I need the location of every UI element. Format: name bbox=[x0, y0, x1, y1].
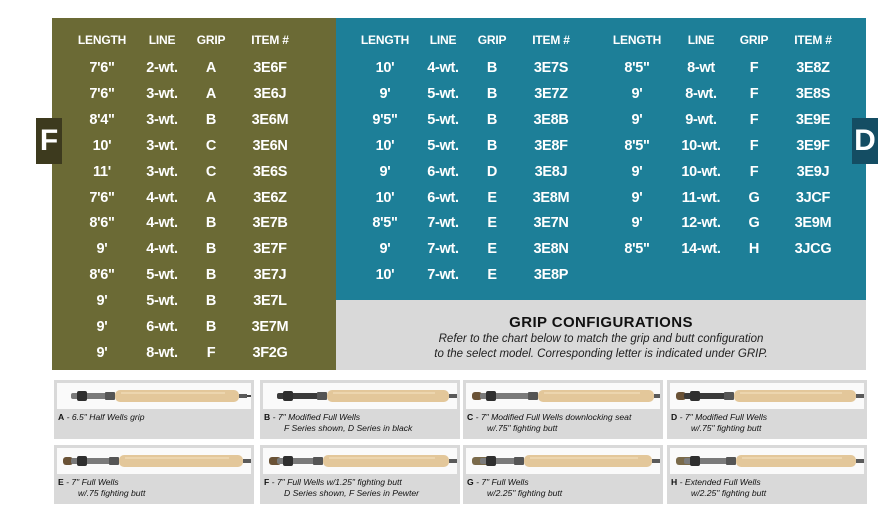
grip-letter: F bbox=[264, 477, 270, 487]
grip-letter: G bbox=[467, 477, 474, 487]
grip-description: - 7" Modified Full Wells bbox=[677, 412, 768, 422]
grip-image-f bbox=[263, 448, 457, 474]
grip-letter: E bbox=[58, 477, 64, 487]
d-table-left-cell-length: 9' bbox=[379, 85, 391, 102]
f-table-cell-length: 11' bbox=[93, 163, 111, 180]
f-table-cell-line: 6-wt. bbox=[146, 319, 178, 335]
grip-description: - 6.5" Half Wells grip bbox=[64, 412, 145, 422]
d-table-left-cell-grip: E bbox=[487, 267, 497, 284]
grip-description-detail: w/.75" fighting butt bbox=[691, 423, 762, 433]
grip-image-e bbox=[57, 448, 251, 474]
grip-configurations-panel bbox=[336, 300, 866, 370]
d-table-left-cell-line: 5-wt. bbox=[427, 111, 459, 128]
d-table-right-cell-length: 9' bbox=[631, 189, 643, 206]
f-table-cell-grip: B bbox=[205, 241, 217, 258]
grip-description: - 7" Full Wells bbox=[63, 477, 119, 487]
f-table-cell-length: 10' bbox=[92, 137, 112, 154]
d-table-left-header-line: LINE bbox=[429, 33, 457, 47]
d-table-left-cell-length: 9'5" bbox=[372, 111, 398, 128]
f-table-cell-length: 9' bbox=[96, 319, 108, 335]
f-table-cell-grip: B bbox=[205, 111, 217, 128]
f-table-cell-line: 3-wt. bbox=[146, 85, 178, 102]
d-table-left-cell-item: 3E8F bbox=[534, 137, 568, 154]
d-table-left-cell-grip: E bbox=[487, 215, 497, 232]
d-table-left-header-length: LENGTH bbox=[360, 33, 410, 47]
d-table-right-cell-length: 9' bbox=[631, 85, 643, 102]
f-table-cell-grip: A bbox=[205, 60, 217, 76]
grip-letter: H bbox=[671, 477, 678, 487]
d-table-right-cell-length: 9' bbox=[631, 163, 643, 180]
d-table-left-cell-line: 7-wt. bbox=[427, 241, 459, 258]
grip-caption bbox=[58, 477, 252, 499]
d-table-right-cell-grip: F bbox=[749, 137, 759, 154]
f-table-cell-line: 4-wt. bbox=[146, 189, 178, 206]
f-table-cell-item: 3E6S bbox=[252, 163, 288, 180]
grip-description: - 7" Full Wells bbox=[473, 477, 529, 487]
d-table-right-cell-length: 8'5" bbox=[624, 137, 650, 154]
f-table-cell-line: 5-wt. bbox=[146, 293, 178, 310]
f-table-cell-grip: B bbox=[205, 293, 217, 310]
grip-description: - 7" Modified Full Wells downlocking seat bbox=[473, 412, 632, 422]
d-table-right-cell-item: 3E8Z bbox=[796, 60, 830, 76]
grip-letter: C bbox=[467, 412, 474, 422]
f-table-cell-item: 3E7J bbox=[253, 267, 287, 284]
d-table-right-cell-item: 3E9J bbox=[796, 163, 830, 180]
f-table-header-grip: GRIP bbox=[196, 33, 226, 47]
grip-letter: D bbox=[671, 412, 678, 422]
f-table-cell-line: 3-wt. bbox=[146, 137, 178, 154]
f-table-cell-item: 3E6M bbox=[251, 111, 289, 128]
f-table-cell-item: 3E6N bbox=[252, 137, 288, 154]
d-table-right-cell-grip: F bbox=[749, 163, 759, 180]
d-table-left-cell-item: 3E8M bbox=[532, 189, 570, 206]
f-table-cell-line: 3-wt. bbox=[146, 163, 178, 180]
grip-image-b bbox=[263, 383, 457, 409]
grip-description-detail: D Series shown, F Series in Pewter bbox=[284, 488, 420, 498]
f-table-cell-grip: C bbox=[205, 137, 217, 154]
f-table-cell-grip: A bbox=[205, 189, 217, 206]
d-table-right-cell-line: 12-wt. bbox=[681, 215, 721, 232]
d-table-right-cell-length: 9' bbox=[631, 111, 643, 128]
grip-image-c bbox=[466, 383, 660, 409]
d-table-right-cell-length: 9' bbox=[631, 215, 643, 232]
grip-tile-a bbox=[54, 380, 254, 439]
f-table-header-item: ITEM # bbox=[251, 33, 289, 47]
f-table-cell-item: 3E7M bbox=[251, 319, 289, 335]
grip-caption bbox=[58, 412, 252, 423]
d-table-left-cell-length: 10' bbox=[375, 137, 395, 154]
d-table-right-cell-line: 10-wt. bbox=[681, 137, 721, 154]
d-table-left-cell-item: 3E7S bbox=[533, 60, 569, 76]
grip-caption bbox=[467, 477, 661, 499]
d-table-right-cell-line: 11-wt. bbox=[681, 189, 721, 206]
grip-configurations-title: GRIP CONFIGURATIONS bbox=[509, 314, 693, 331]
f-table-cell-item: 3E7F bbox=[253, 241, 287, 258]
d-table-right-cell-grip: F bbox=[749, 85, 759, 102]
d-table-left-cell-length: 10' bbox=[375, 60, 395, 76]
d-table-right-header-length: LENGTH bbox=[612, 33, 662, 47]
grip-tile-c bbox=[463, 380, 663, 439]
d-table-left-cell-line: 7-wt. bbox=[427, 215, 459, 232]
d-table-left-cell-item: 3E8P bbox=[533, 267, 569, 284]
d-table-left-cell-item: 3E8J bbox=[534, 163, 568, 180]
f-series-tag: F bbox=[36, 118, 62, 164]
d-table-left-cell-grip: B bbox=[486, 137, 498, 154]
grip-tile-e bbox=[54, 445, 254, 504]
grip-caption bbox=[671, 412, 865, 434]
f-table-cell-line: 4-wt. bbox=[146, 215, 178, 232]
d-table-right-header-grip: GRIP bbox=[739, 33, 769, 47]
d-table-right-cell-line: 9-wt. bbox=[685, 111, 717, 128]
d-table-right-cell-grip: G bbox=[748, 215, 760, 232]
f-table-header-length: LENGTH bbox=[77, 33, 127, 47]
f-table-cell-length: 7'6" bbox=[89, 189, 115, 206]
grip-caption bbox=[467, 412, 661, 434]
grip-image-h bbox=[670, 448, 864, 474]
d-table-left-cell-grip: B bbox=[486, 111, 498, 128]
d-table-left-cell-item: 3E8N bbox=[533, 241, 569, 258]
f-table-cell-item: 3F2G bbox=[252, 344, 288, 361]
f-table-cell-line: 8-wt. bbox=[146, 344, 178, 361]
grip-image-g bbox=[466, 448, 660, 474]
d-table-left-cell-grip: D bbox=[486, 163, 498, 180]
grip-description-detail: w/2.25" fighting butt bbox=[691, 488, 767, 498]
d-table-right-cell-length: 8'5" bbox=[624, 60, 650, 76]
f-table-cell-grip: A bbox=[205, 85, 217, 102]
grip-configurations-text-line1: Refer to the chart below to match the grip and butt configuration bbox=[438, 333, 764, 345]
f-table-cell-grip: C bbox=[205, 163, 217, 180]
f-table-cell-length: 8'6" bbox=[89, 267, 115, 284]
d-table-left-header-item: ITEM # bbox=[532, 33, 570, 47]
f-table-cell-item: 3E6J bbox=[253, 85, 287, 102]
grip-description: - 7" Full Wells w/1.25" fighting butt bbox=[269, 477, 402, 487]
d-table-right-cell-line: 14-wt. bbox=[681, 241, 721, 258]
f-table-cell-length: 7'6" bbox=[89, 60, 115, 76]
d-table-left-cell-length: 10' bbox=[375, 267, 395, 284]
f-table-cell-length: 8'6" bbox=[89, 215, 115, 232]
grip-caption bbox=[264, 412, 458, 434]
d-table-left-cell-line: 6-wt. bbox=[427, 163, 459, 180]
f-table-cell-length: 9' bbox=[96, 241, 108, 258]
d-table-left-header-grip: GRIP bbox=[477, 33, 507, 47]
f-table-cell-length: 8'4" bbox=[89, 111, 115, 128]
grip-description-detail: w/2.25" fighting butt bbox=[487, 488, 563, 498]
d-table-left-cell-line: 6-wt. bbox=[427, 189, 459, 206]
d-table-right-cell-item: 3JCF bbox=[795, 189, 831, 206]
d-table-right-cell-item: 3E9M bbox=[794, 215, 832, 232]
grip-tile-g bbox=[463, 445, 663, 504]
d-table-left-cell-grip: B bbox=[486, 60, 498, 76]
grip-tile-f bbox=[260, 445, 460, 504]
grip-tile-h bbox=[667, 445, 867, 504]
f-table-cell-line: 2-wt. bbox=[146, 60, 178, 76]
d-table-left-cell-item: 3E7Z bbox=[534, 85, 568, 102]
grip-letter: B bbox=[264, 412, 271, 422]
d-table-left-cell-length: 8'5" bbox=[372, 215, 398, 232]
d-table-right-cell-grip: H bbox=[748, 241, 760, 258]
d-table-left-cell-length: 10' bbox=[375, 189, 395, 206]
d-table-right-cell-item: 3E9E bbox=[795, 111, 831, 128]
f-table-cell-length: 7'6" bbox=[89, 85, 115, 102]
d-table-right-header-item: ITEM # bbox=[794, 33, 832, 47]
grip-image-d bbox=[670, 383, 864, 409]
grip-description-detail: w/.75" fighting butt bbox=[487, 423, 558, 433]
f-table-cell-grip: F bbox=[206, 344, 216, 361]
f-table-cell-line: 3-wt. bbox=[146, 111, 178, 128]
f-table-cell-grip: B bbox=[205, 319, 217, 335]
grip-description: - 7" Modified Full Wells bbox=[270, 412, 361, 422]
grip-tile-b bbox=[260, 380, 460, 439]
d-table-right-cell-grip: G bbox=[748, 189, 760, 206]
f-table-cell-line: 5-wt. bbox=[146, 267, 178, 284]
f-table-cell-item: 3E6F bbox=[253, 60, 287, 76]
f-table-cell-item: 3E6Z bbox=[253, 189, 287, 206]
f-table-cell-length: 9' bbox=[96, 293, 108, 310]
d-table-right-cell-line: 8-wt. bbox=[685, 85, 717, 102]
d-table-left-cell-item: 3E7N bbox=[533, 215, 569, 232]
f-table-cell-item: 3E7L bbox=[253, 293, 287, 310]
d-table-right-cell-line: 8-wt bbox=[687, 60, 715, 76]
d-table-right-cell-line: 10-wt. bbox=[681, 163, 721, 180]
d-table-left-cell-length: 9' bbox=[379, 163, 391, 180]
d-table-left-cell-length: 9' bbox=[379, 241, 391, 258]
f-table-header-line: LINE bbox=[148, 33, 176, 47]
d-table-left-cell-line: 5-wt. bbox=[427, 137, 459, 154]
f-table-cell-item: 3E7B bbox=[252, 215, 288, 232]
d-table-left-cell-line: 7-wt. bbox=[427, 267, 459, 284]
d-table-right-header-line: LINE bbox=[687, 33, 715, 47]
d-table-left-cell-line: 4-wt. bbox=[427, 60, 459, 76]
grip-image-a bbox=[57, 383, 251, 409]
d-table-right-cell-item: 3JCG bbox=[794, 241, 832, 258]
grip-configurations-text-line2: to the select model. Corresponding letter is indicated under GRIP. bbox=[434, 348, 768, 360]
grip-description: - Extended Full Wells bbox=[677, 477, 761, 487]
f-table-cell-grip: B bbox=[205, 215, 217, 232]
d-table-right-cell-grip: F bbox=[749, 60, 759, 76]
d-table-right-cell-item: 3E9F bbox=[796, 137, 830, 154]
d-table-right-cell-item: 3E8S bbox=[795, 85, 831, 102]
grip-caption bbox=[264, 477, 458, 499]
f-table-cell-line: 4-wt. bbox=[146, 241, 178, 258]
d-table-left-cell-line: 5-wt. bbox=[427, 85, 459, 102]
f-table-cell-grip: B bbox=[205, 267, 217, 284]
grip-caption bbox=[671, 477, 865, 499]
d-table-right-cell-grip: F bbox=[749, 111, 759, 128]
grip-description-detail: F Series shown, D Series in black bbox=[284, 423, 413, 433]
d-table-left-cell-grip: E bbox=[487, 241, 497, 258]
d-table-left-cell-item: 3E8B bbox=[533, 111, 569, 128]
grip-description-detail: w/.75 fighting butt bbox=[78, 488, 146, 498]
d-series-tag: D bbox=[852, 118, 878, 164]
d-table-left-cell-grip: E bbox=[487, 189, 497, 206]
d-table-left-cell-grip: B bbox=[486, 85, 498, 102]
grip-letter: A bbox=[58, 412, 65, 422]
f-table-cell-length: 9' bbox=[96, 344, 108, 361]
grip-tile-d bbox=[667, 380, 867, 439]
d-table-right-cell-length: 8'5" bbox=[624, 241, 650, 258]
